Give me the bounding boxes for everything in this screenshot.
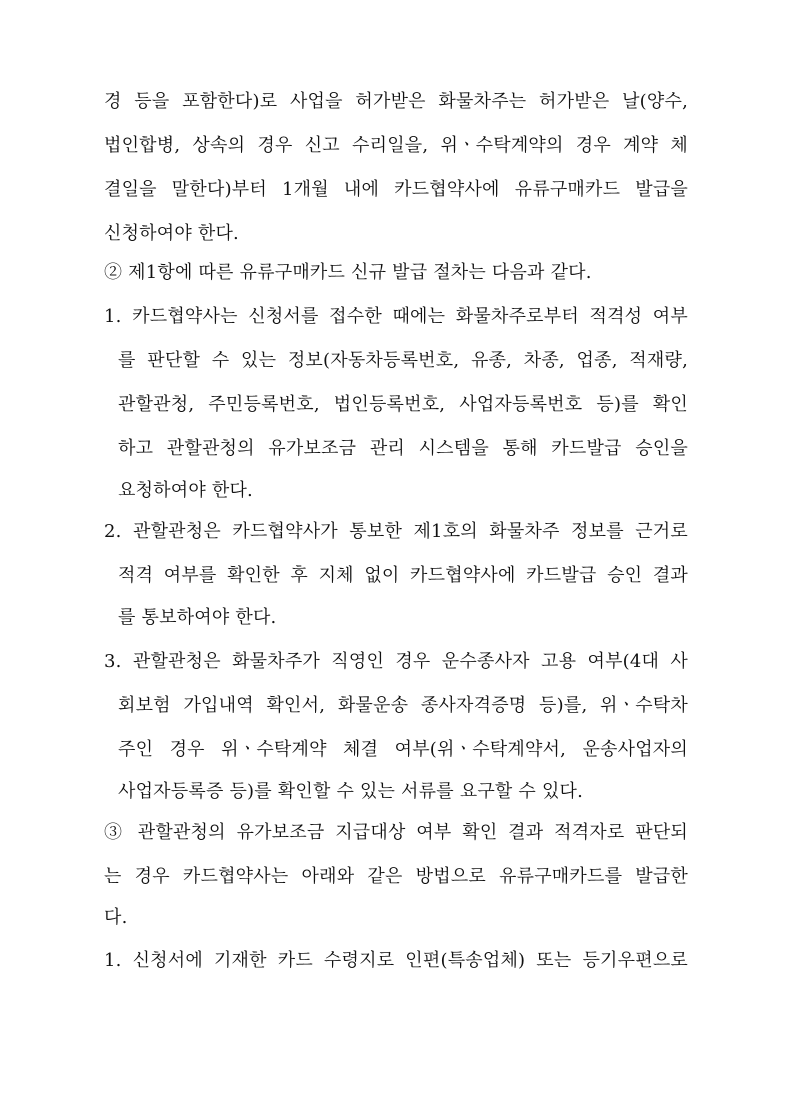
body-text-line: 법인합병, 상속의 경우 신고 수리일을, 위ㆍ수탁계약의 경우 계약 체 xyxy=(104,135,688,156)
list-item-1: 1. 신청서에 기재한 카드 수령지로 인편(특송업체) 또는 등기우편으로 xyxy=(104,950,688,971)
list-item-1-continuation: 관할관청, 주민등록번호, 법인등록번호, 사업자등록번호 등)를 확인 xyxy=(118,394,688,415)
paragraph-3-continuation: 는 경우 카드협약사는 아래와 같은 방법으로 유류구매카드를 발급한 xyxy=(104,866,688,887)
list-item-2-continuation: 적격 여부를 확인한 후 지체 없이 카드협약사에 카드발급 승인 결과 xyxy=(118,565,688,586)
paragraph-3-continuation: 다. xyxy=(104,907,128,928)
body-text-line: 결일을 말한다)부터 1개월 내에 카드협약사에 유류구매카드 발급을 xyxy=(104,179,688,200)
list-item-3-continuation: 주인 경우 위ㆍ수탁계약 체결 여부(위ㆍ수탁계약서, 운송사업자의 xyxy=(118,739,688,760)
list-item-3: 3. 관할관청은 화물차주가 직영인 경우 운수종사자 고용 여부(4대 사 xyxy=(104,651,688,672)
list-item-2-continuation: 를 통보하여야 한다. xyxy=(118,607,277,628)
list-item-3-continuation: 사업자등록증 등)를 확인할 수 있는 서류를 요구할 수 있다. xyxy=(118,781,584,802)
list-item-3-continuation: 회보험 가입내역 확인서, 화물운송 종사자격증명 등)를, 위ㆍ수탁차 xyxy=(118,695,688,716)
list-item-2: 2. 관할관청은 카드협약사가 통보한 제1호의 화물차주 정보를 근거로 xyxy=(104,521,688,542)
list-item-1-continuation: 하고 관할관청의 유가보조금 관리 시스템을 통해 카드발급 승인을 xyxy=(118,438,688,459)
list-item-1-continuation: 요청하여야 한다. xyxy=(118,480,253,501)
list-item-1-continuation: 를 판단할 수 있는 정보(자동차등록번호, 유종, 차종, 업종, 적재량, xyxy=(118,350,688,371)
body-text-line: 신청하여야 한다. xyxy=(104,223,239,244)
paragraph-3: ③ 관할관청의 유가보조금 지급대상 여부 확인 결과 적격자로 판단되 xyxy=(104,822,688,843)
paragraph-2-heading: ② 제1항에 따른 유류구매카드 신규 발급 절차는 다음과 같다. xyxy=(104,262,592,283)
body-text-line: 경 등을 포함한다)로 사업을 허가받은 화물차주는 허가받은 날(양수, xyxy=(104,91,688,112)
list-item-1: 1. 카드협약사는 신청서를 접수한 때에는 화물차주로부터 적격성 여부 xyxy=(104,306,688,327)
